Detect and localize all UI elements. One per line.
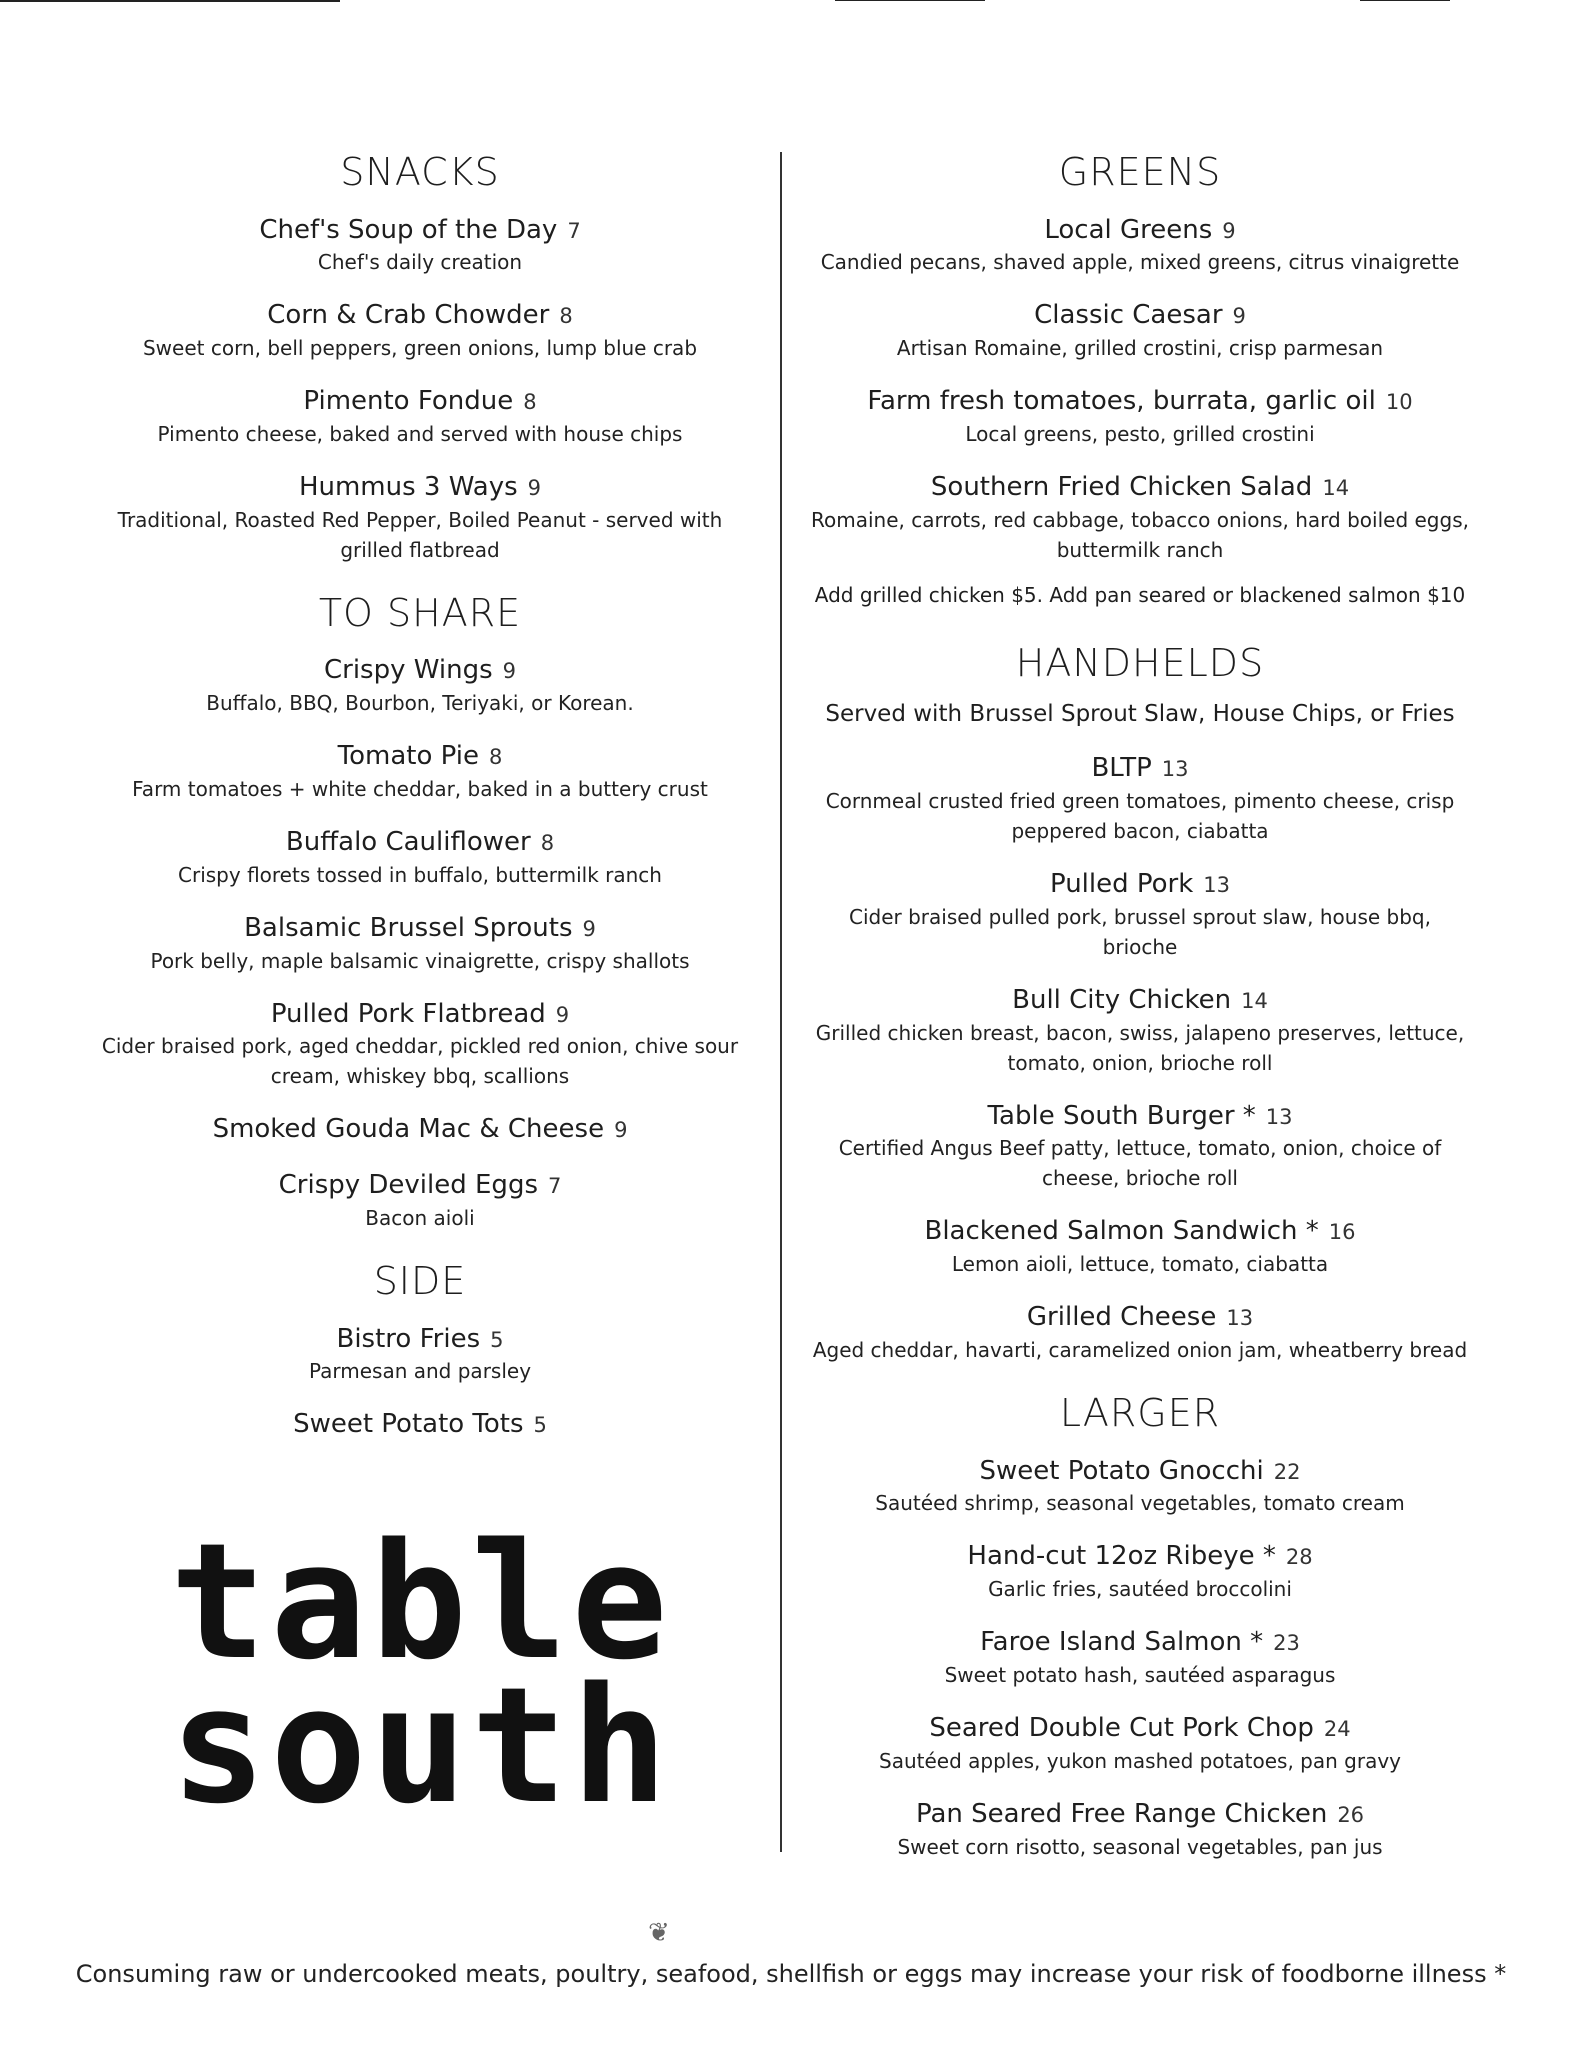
menu-item-description: Farm tomatoes + white cheddar, baked in a buttery crust [132, 776, 708, 801]
menu-item-header [80, 385, 760, 419]
menu-item [80, 998, 760, 1092]
menu-item-header [800, 984, 1480, 1018]
menu-item-name: Pulled Pork Flatbread [270, 998, 546, 1029]
menu-item-name: Hummus 3 Ways [298, 471, 518, 502]
menu-item-price: 13 [1265, 1104, 1293, 1129]
menu-item-header [80, 214, 760, 248]
menu-item [800, 1626, 1480, 1690]
menu-item-price: 9 [527, 475, 542, 500]
menu-item-description: Sautéed apples, yukon mashed potatoes, pan gravy [879, 1748, 1401, 1773]
menu-item [800, 984, 1480, 1078]
section-title-side: SIDE [373, 1258, 467, 1303]
menu-item-price: 5 [490, 1327, 504, 1352]
logo-line-1: table [170, 1508, 672, 1695]
section-title-greens: GREENS [1058, 150, 1222, 194]
menu-section-snacks [80, 150, 760, 565]
menu-item [80, 1408, 760, 1442]
menu-item [800, 1540, 1480, 1604]
menu-item-price: 10 [1385, 390, 1413, 415]
menu-item-price: 13 [1161, 757, 1189, 782]
section-title-to-share: TO SHARE [318, 590, 522, 635]
menu-item-price: 9 [502, 659, 517, 684]
menu-item-name: Crispy Deviled Eggs [278, 1170, 538, 1201]
menu-item-name: Smoked Gouda Mac & Cheese [212, 1114, 605, 1145]
menu-item-name: Faroe Island Salmon * [980, 1627, 1264, 1658]
menu-item-header [80, 1113, 760, 1147]
menu-item-price: 9 [1222, 218, 1236, 243]
menu-item-header [80, 826, 760, 860]
menu-item-description: Traditional, Roasted Red Pepper, Boiled Peanut - served with grilled flatbread [117, 507, 723, 562]
menu-item-price: 9 [614, 1118, 628, 1143]
menu-item-description: Cornmeal crusted fried green tomatoes, pimento cheese, crisp peppered bacon, ciabatta [825, 789, 1455, 844]
menu-item-description: Cider braised pork, aged cheddar, pickled red onion, chive sour cream, whiskey bbq, scallions [101, 1034, 739, 1089]
menu-item-header [80, 740, 760, 774]
menu-item-name: Pimento Fondue [303, 386, 514, 417]
menu-item-header [800, 214, 1480, 248]
menu-item-name: Table South Burger * [987, 1100, 1256, 1131]
menu-item-price: 28 [1285, 1545, 1313, 1570]
section-addon-greens: Add grilled chicken $5. Add pan seared or blackened salmon $10 [814, 582, 1466, 607]
menu-item [800, 1215, 1480, 1279]
menu-item-name: Grilled Cheese [1026, 1302, 1217, 1333]
menu-item [80, 1113, 760, 1147]
column-divider [780, 152, 782, 1852]
top-rule-right [1360, 0, 1450, 1]
menu-item-description: Garlic fries, sautéed broccolini [988, 1577, 1292, 1602]
menu-item-header [800, 471, 1480, 505]
menu-item-name: Sweet Potato Gnocchi [979, 1455, 1264, 1486]
left-column [80, 150, 760, 1468]
menu-item-header [80, 912, 760, 946]
menu-item-price: 8 [523, 390, 537, 415]
footer-ornament-icon: ❦ [648, 1918, 670, 1948]
menu-item-name: Hand-cut 12oz Ribeye * [967, 1541, 1276, 1572]
menu-item-price: 9 [1232, 304, 1246, 329]
menu-item [80, 214, 760, 278]
menu-item-header [800, 299, 1480, 333]
menu-item-name: Classic Caesar [1034, 300, 1223, 331]
menu-item-header [800, 1100, 1480, 1134]
section-title-larger: LARGER [1059, 1391, 1221, 1436]
menu-item-name: Buffalo Cauliflower [285, 826, 531, 857]
menu-item-name: BLTP [1091, 753, 1152, 784]
menu-item-description: Sweet corn risotto, seasonal vegetables, pan jus [897, 1834, 1383, 1859]
menu-item-description: Candied pecans, shaved apple, mixed greens, citrus vinaigrette [820, 250, 1460, 275]
menu-item-description: Sweet corn, bell peppers, green onions, lump blue crab [142, 336, 698, 361]
menu-item-header [80, 299, 760, 333]
menu-item [80, 654, 760, 718]
menu-item-header [800, 1301, 1480, 1335]
menu-item-name: Crispy Wings [323, 655, 493, 686]
menu-item-price: 22 [1273, 1459, 1301, 1484]
menu-item-header [80, 654, 760, 688]
menu-item-price: 7 [548, 1174, 562, 1199]
menu-item-price: 13 [1226, 1306, 1254, 1331]
menu-item [800, 471, 1480, 565]
logo-line-2: south [170, 1652, 672, 1839]
menu-item-name: Corn & Crab Chowder [267, 300, 550, 331]
menu-item [800, 868, 1480, 962]
menu-item [80, 471, 760, 565]
menu-item [800, 1712, 1480, 1776]
menu-item-price: 9 [555, 1002, 570, 1027]
menu-item-price: 24 [1323, 1717, 1351, 1742]
menu-item [800, 1455, 1480, 1519]
menu-item-price: 14 [1241, 988, 1268, 1013]
right-column [800, 150, 1480, 1888]
menu-item-header [80, 1169, 760, 1203]
menu-item-header [800, 752, 1480, 786]
menu-item-price: 7 [567, 218, 581, 243]
menu-section-side [80, 1259, 760, 1442]
menu-item-description: Certified Angus Beef patty, lettuce, tomato, onion, choice of cheese, brioche roll [838, 1136, 1442, 1191]
menu-item-name: Southern Fried Chicken Salad [930, 471, 1313, 502]
menu-item [80, 826, 760, 890]
menu-item-description: Romaine, carrots, red cabbage, tobacco onions, hard boiled eggs, buttermilk ranch [811, 507, 1469, 562]
menu-item-description: Local greens, pesto, grilled crostini [965, 421, 1315, 446]
menu-item-price: 8 [559, 304, 573, 329]
menu-item-description: Grilled chicken breast, bacon, swiss, jalapeno preserves, lettuce, tomato, onion, brioche roll [815, 1020, 1465, 1075]
menu-item-name: Farm fresh tomatoes, burrata, garlic oil [867, 386, 1376, 417]
menu-item-name: Tomato Pie [337, 741, 479, 772]
menu-item-name: Sweet Potato Tots [293, 1409, 524, 1440]
menu-item-price: 26 [1337, 1802, 1365, 1827]
menu-item [80, 1169, 760, 1233]
menu-item [80, 299, 760, 363]
menu-item-description: Pork belly, maple balsamic vinaigrette, crispy shallots [150, 948, 690, 973]
menu-item [800, 214, 1480, 278]
menu-item-header [80, 1408, 760, 1442]
menu-item-price: 8 [540, 830, 555, 855]
menu-item [800, 1798, 1480, 1862]
menu-item-description: Buffalo, BBQ, Bourbon, Teriyaki, or Korean. [206, 691, 634, 716]
menu-item-header [800, 385, 1480, 419]
menu-item-name: Chef's Soup of the Day [259, 214, 558, 245]
menu-item [80, 385, 760, 449]
menu-item-price: 8 [488, 745, 503, 770]
menu-item-name: Bistro Fries [336, 1323, 481, 1354]
table-south-logo [170, 1508, 672, 1839]
menu-item-description: Cider braised pulled pork, brussel sprout slaw, house bbq, brioche [849, 904, 1431, 959]
menu-item-name: Balsamic Brussel Sprouts [244, 912, 573, 943]
top-rule-left [0, 0, 340, 2]
menu-item [800, 752, 1480, 846]
menu-item-header [800, 1540, 1480, 1574]
section-title-snacks: SNACKS [340, 150, 500, 194]
menu-item [800, 1100, 1480, 1194]
menu-item-header [800, 1455, 1480, 1489]
menu-item [800, 1301, 1480, 1365]
menu-item-price: 5 [533, 1413, 547, 1438]
menu-item-description: Pimento cheese, baked and served with house chips [157, 421, 683, 446]
menu-item-price: 23 [1273, 1631, 1300, 1656]
menu-section-greens [800, 150, 1480, 607]
menu-item-name: Pulled Pork [1049, 869, 1194, 900]
top-rule-center [835, 0, 985, 1]
menu-item [800, 385, 1480, 449]
menu-item-name: Bull City Chicken [1012, 984, 1232, 1015]
foodborne-disclaimer: Consuming raw or undercooked meats, poultry, seafood, shellfish or eggs may increase your risk of foodborne illness * [75, 1960, 1507, 1988]
menu-item-name: Pan Seared Free Range Chicken [915, 1798, 1328, 1829]
menu-item-description: Bacon aioli [365, 1205, 475, 1230]
menu-item-name: Local Greens [1044, 214, 1213, 245]
menu-item-header [80, 998, 760, 1032]
menu-item [800, 299, 1480, 363]
menu-item-header [800, 1712, 1480, 1746]
menu-item-description: Aged cheddar, havarti, caramelized onion jam, wheatberry bread [812, 1338, 1468, 1363]
menu-item-description: Lemon aioli, lettuce, tomato, ciabatta [951, 1252, 1329, 1277]
menu-section-to-share [80, 591, 760, 1233]
menu-item-price: 9 [582, 916, 596, 941]
menu-item-header [800, 1798, 1480, 1832]
menu-item-header [80, 471, 760, 505]
section-title-handhelds: HANDHELDS [1015, 640, 1265, 685]
menu-item-header [800, 868, 1480, 902]
menu-item-price: 14 [1322, 475, 1350, 500]
menu-item-header [800, 1626, 1480, 1660]
menu-item-description: Sautéed shrimp, seasonal vegetables, tomato cream [875, 1491, 1405, 1516]
menu-item [80, 740, 760, 804]
menu-item [80, 912, 760, 976]
menu-item-price: 13 [1203, 873, 1231, 898]
section-note-handhelds: Served with Brussel Sprout Slaw, House Chips, or Fries [825, 701, 1455, 728]
menu-item-name: Seared Double Cut Pork Chop [929, 1713, 1314, 1744]
menu-item [80, 1323, 760, 1387]
menu-item-description: Parmesan and parsley [308, 1359, 532, 1384]
menu-item-name: Blackened Salmon Sandwich * [924, 1216, 1319, 1247]
menu-item-description: Chef's daily creation [317, 250, 523, 275]
menu-item-description: Sweet potato hash, sautéed asparagus [944, 1663, 1336, 1688]
menu-item-description: Crispy florets tossed in buffalo, buttermilk ranch [178, 862, 662, 887]
menu-section-larger [800, 1391, 1480, 1862]
menu-item-price: 16 [1328, 1220, 1356, 1245]
menu-item-header [800, 1215, 1480, 1249]
menu-item-description: Artisan Romaine, grilled crostini, crisp parmesan [896, 336, 1384, 361]
menu-item-header [80, 1323, 760, 1357]
menu-section-handhelds [800, 641, 1480, 1365]
